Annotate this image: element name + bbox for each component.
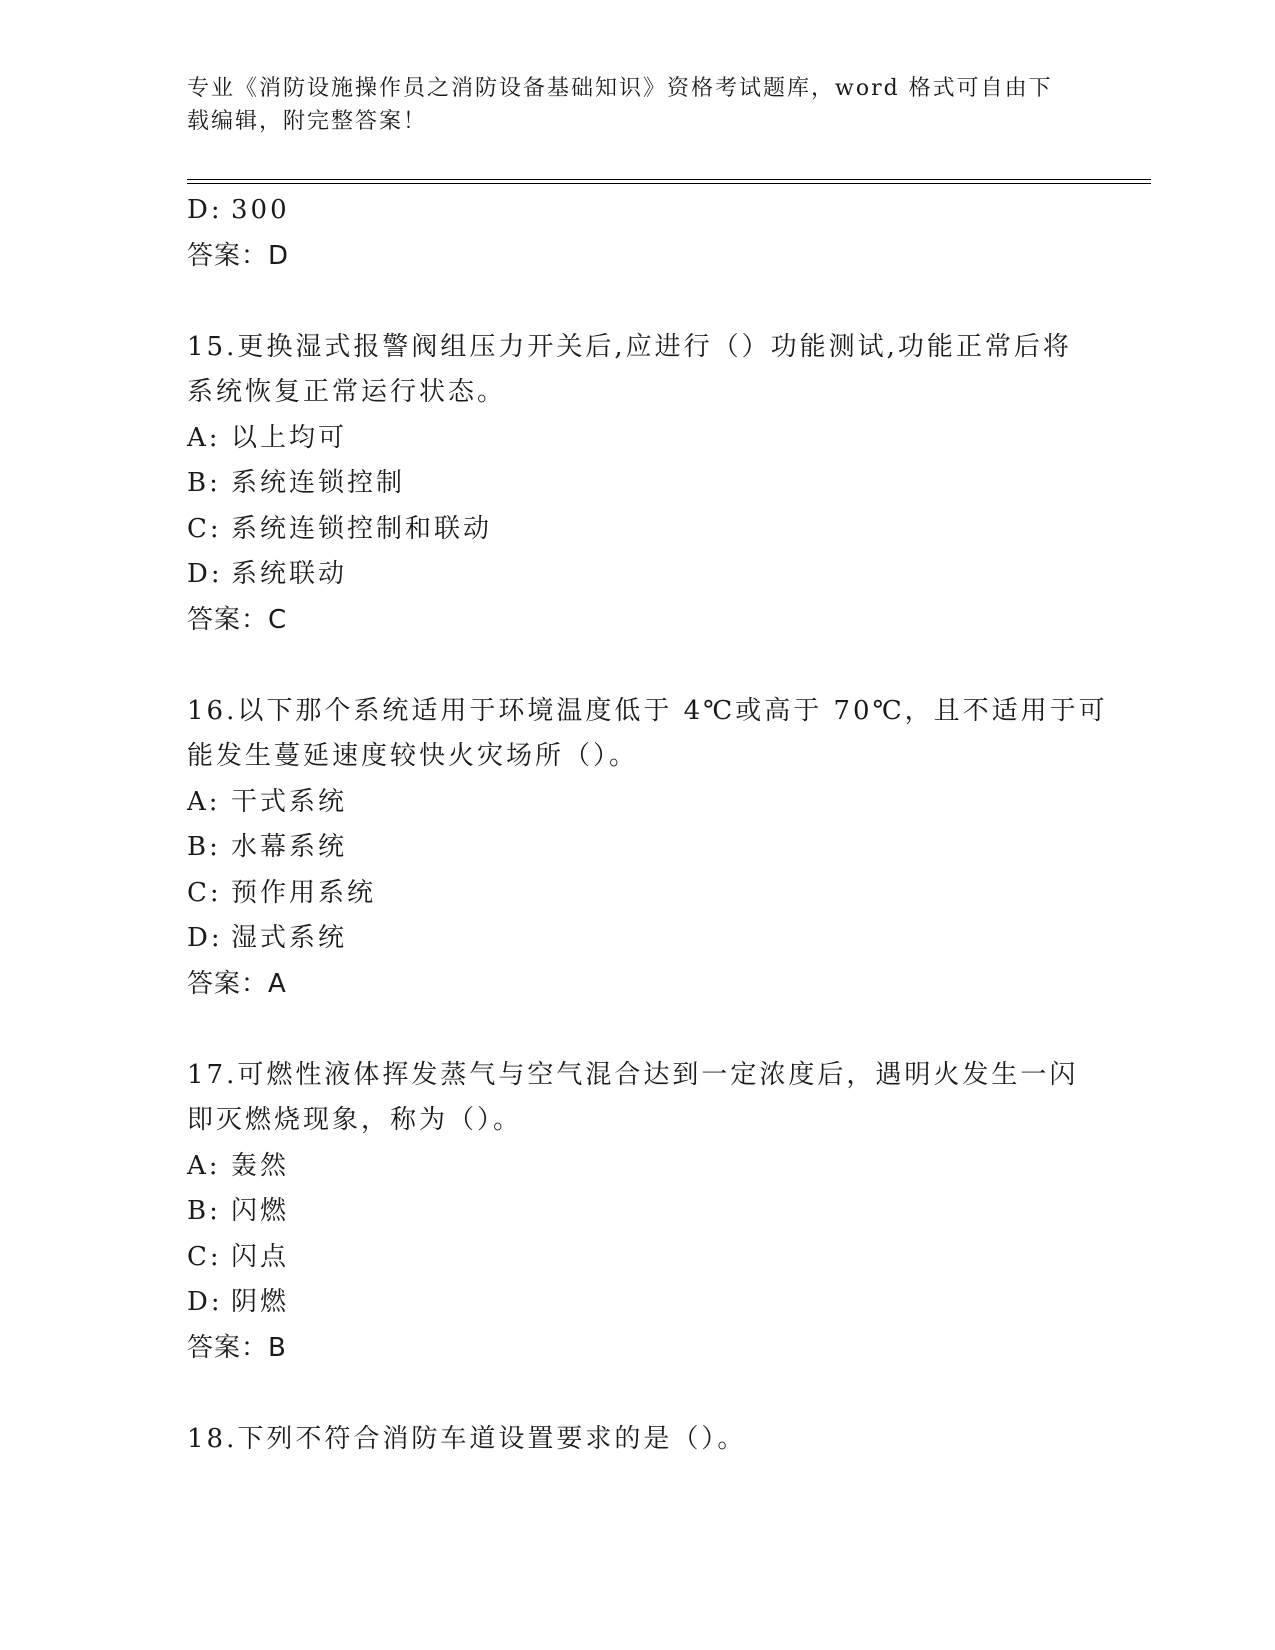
option-key: D:	[187, 195, 223, 225]
option-text: 300	[231, 195, 290, 225]
spacer	[187, 279, 1087, 325]
option-key: D:	[187, 1287, 223, 1317]
document-header	[187, 72, 1067, 138]
question-18	[187, 1417, 1087, 1463]
option-text: 阴燃	[231, 1287, 290, 1317]
question-stem: 系统恢复正常运行状态。	[187, 377, 507, 407]
option-b	[187, 461, 1087, 507]
option-text: 系统联动	[231, 559, 348, 589]
option-key: B:	[187, 468, 221, 498]
spacer	[187, 1371, 1087, 1417]
option-text: 干式系统	[231, 786, 348, 817]
spacer	[187, 1007, 1087, 1053]
option-a	[187, 416, 1087, 462]
answer-line: 答案：D	[187, 240, 290, 271]
answer-line: 答案：A	[187, 968, 287, 999]
option-key: B:	[187, 1196, 221, 1226]
option-key: A:	[187, 786, 221, 817]
option-key: D:	[187, 559, 223, 589]
spacer	[187, 643, 1087, 689]
option-d	[187, 552, 1087, 598]
question-stem: 18.下列不符合消防车道设置要求的是（）。	[187, 1423, 747, 1454]
option-d	[187, 916, 1087, 962]
option-a	[187, 780, 1087, 826]
answer-line: 答案：B	[187, 1332, 287, 1363]
answer-line: 答案：C	[187, 604, 288, 635]
question-16	[187, 689, 1108, 1008]
option-key: C:	[187, 877, 222, 908]
option-d	[187, 188, 1087, 234]
header-line-1: 专业《消防设施操作员之消防设备基础知识》资格考试题库，word 格式可自由下	[187, 76, 1053, 101]
question-content	[187, 188, 1108, 1462]
option-key: D:	[187, 923, 223, 953]
question-stem: 15.更换湿式报警阀组压力开关后,应进行（）功能测试,功能正常后将	[187, 331, 1072, 362]
option-text: 预作用系统	[231, 877, 377, 908]
option-text: 湿式系统	[231, 923, 348, 953]
question-stem: 16.以下那个系统适用于环境温度低于 4℃或高于 70℃，且不适用于可	[187, 695, 1108, 726]
option-key: C:	[187, 1241, 222, 1272]
option-a	[187, 1144, 1087, 1190]
option-c	[187, 1235, 1087, 1281]
option-text: 系统连锁控制	[231, 468, 406, 498]
option-key: A:	[187, 422, 221, 453]
question-stem: 17.可燃性液体挥发蒸气与空气混合达到一定浓度后，遇明火发生一闪	[187, 1059, 1079, 1090]
question-15	[187, 325, 1087, 644]
option-text: 闪点	[231, 1241, 290, 1272]
header-divider-bottom	[187, 183, 1151, 184]
header-line-2: 载编辑，附完整答案！	[187, 109, 428, 134]
option-b	[187, 825, 1087, 871]
option-text: 轰然	[231, 1150, 290, 1181]
option-text: 系统连锁控制和联动	[231, 513, 493, 544]
question-stem: 即灭燃烧现象，称为（）。	[187, 1105, 523, 1135]
option-key: A:	[187, 1150, 221, 1181]
option-c	[187, 507, 1087, 553]
option-c	[187, 871, 1087, 917]
option-key: B:	[187, 832, 221, 862]
question-17	[187, 1053, 1087, 1372]
option-key: C:	[187, 513, 222, 544]
option-text: 水幕系统	[231, 832, 348, 862]
option-text: 闪燃	[231, 1196, 290, 1226]
question-stem: 能发生蔓延速度较快火灾场所（）。	[187, 741, 639, 771]
option-d	[187, 1280, 1087, 1326]
option-text: 以上均可	[231, 422, 348, 453]
option-b	[187, 1189, 1087, 1235]
header-divider-top	[187, 179, 1151, 180]
